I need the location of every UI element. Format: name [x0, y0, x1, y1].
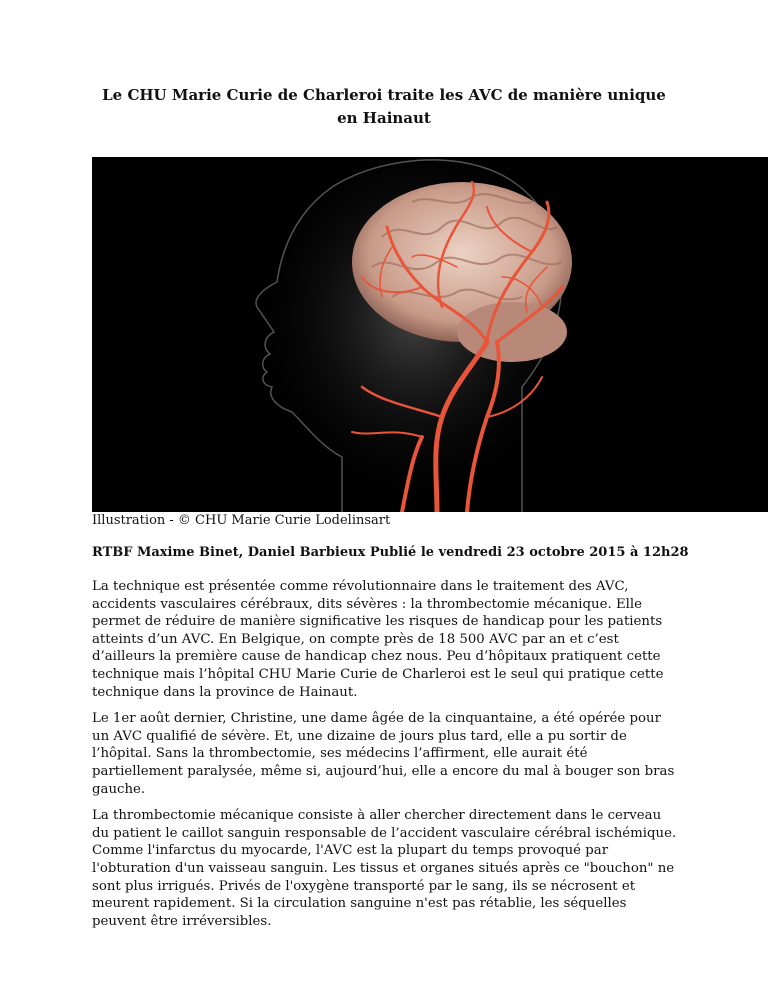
- paragraph: La thrombectomie mécanique consiste à aller chercher directement dans le cerveau du patient le caillot sanguin responsable de l’accident vasculaire cérébral ischémique. Comme l'infarctus du myocarde, l'AVC est la plupart du temps provoqué par l'obturation d'un vaisseau sanguin. Les tissus et organes situés après ce "bouchon" ne sont plus irrigués. Privés de l'oxygène transporté par le sang, ils se nécrosent et meurent rapidement. Si la circulation sanguine n'est pas rétablie, les séquelles peuvent être irréversibles.: [92, 808, 677, 929]
- paragraph: La technique est présentée comme révolutionnaire dans le traitement des AVC, accidents vasculaires cérébraux, dits sévères : la thrombectomie mécanique. Elle permet de réduire de manière significative les risques de handicap pour les patients atteints d’un AVC. En Belgique, on compte près de 18 500 AVC par an et c’est d’ailleurs la première cause de handicap chez nous. Peu d’hôpitaux pratiquent cette technique mais l’hôpital CHU Marie Curie de Charleroi est le seul qui pratique cette technique dans la province de Hainaut.: [92, 579, 664, 700]
- byline: RTBF Maxime Binet, Daniel Barbieux Publié le vendredi 23 octobre 2015 à 12h28: [92, 545, 689, 560]
- brain-vessels-image: [92, 157, 768, 512]
- paragraph: Le 1er août dernier, Christine, une dame âgée de la cinquantaine, a été opérée pour un AVC qualifié de sévère. Et, une dizaine de jours plus tard, elle a pu sortir de l’hôpital. Sans la thrombectomie, ses médecins l’affirment, elle aurait été partiellement paralysée, même si, aujourd’hui, elle a encore du mal à bouger son bras gauche.: [92, 711, 675, 797]
- article-body: [92, 578, 682, 939]
- article-title: Le CHU Marie Curie de Charleroi traite les AVC de manière unique en Hainaut: [102, 86, 666, 127]
- image-caption: Illustration - © CHU Marie Curie Lodelinsart: [92, 513, 391, 528]
- brain-illustration: [92, 157, 768, 512]
